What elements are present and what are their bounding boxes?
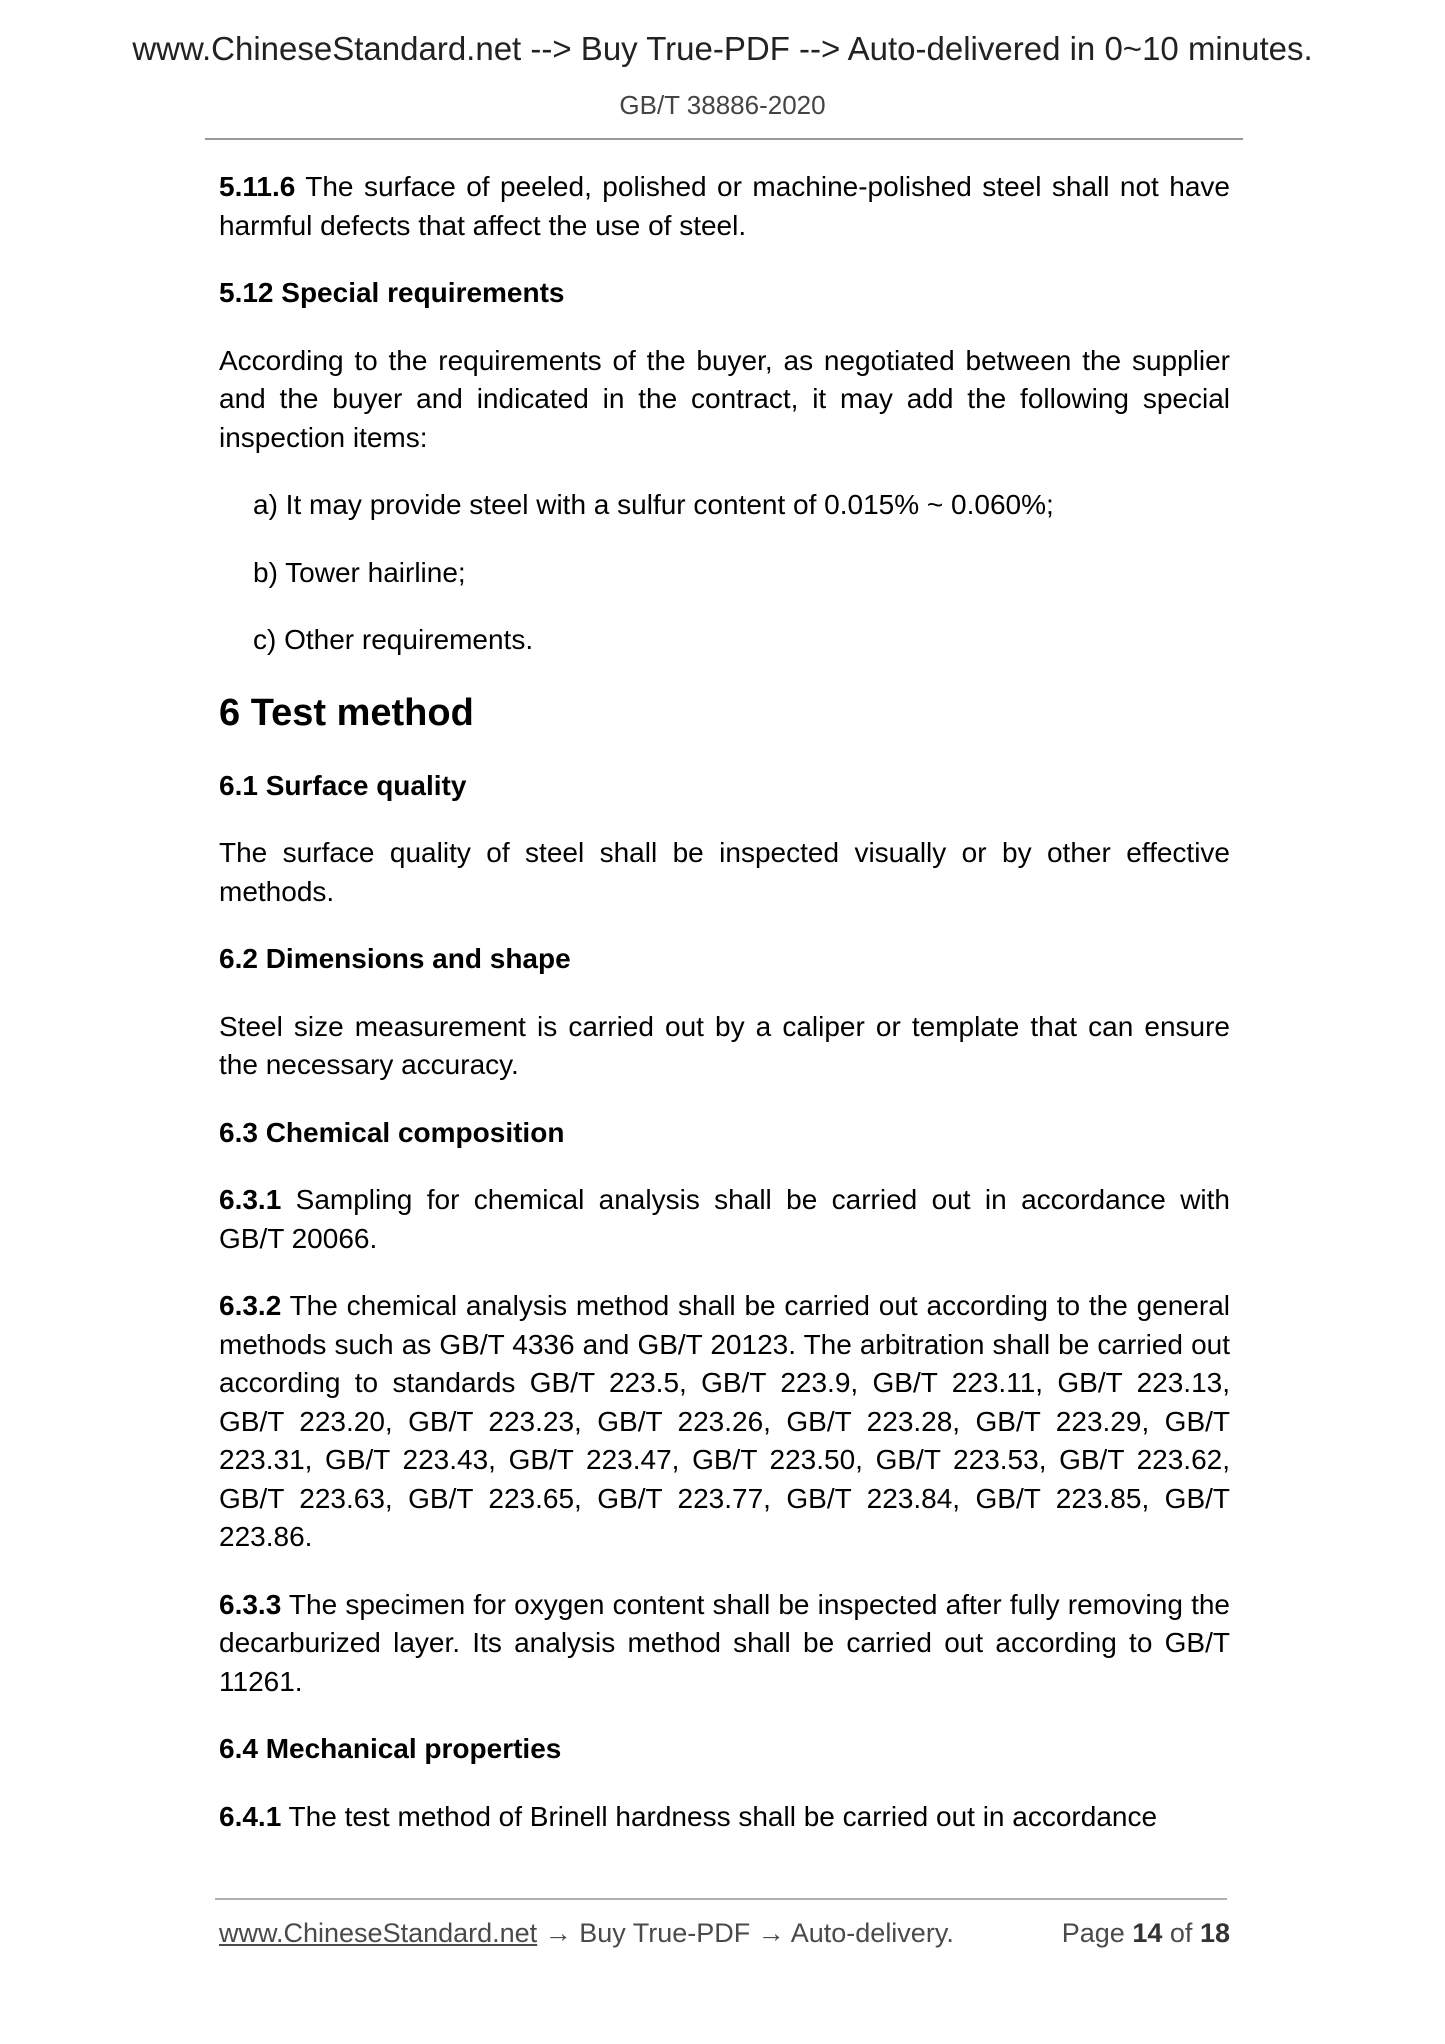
heading-5-12: 5.12 Special requirements [219, 277, 565, 308]
page-label: Page [1061, 1918, 1125, 1948]
heading-6-1: 6.1 Surface quality [219, 769, 467, 801]
paragraph-6-1: The surface quality of steel shall be inspected visually or by other effective methods. [219, 837, 1230, 907]
document-code: GB/T 38886-2020 [619, 90, 826, 120]
clause-text: Sampling for chemical analysis shall be carried out in accordance with GB/T 20066. [219, 1184, 1230, 1254]
clause-text: The surface of peeled, polished or machine-polished steel shall not have harmful defects that affect the use of steel. [219, 171, 1230, 241]
footer-divider [215, 1898, 1227, 1900]
list-item-b: b) Tower hairline; [253, 556, 466, 588]
paragraph-5-12: According to the requirements of the buyer, as negotiated between the supplier and the buyer and indicated in the contract, it may add the following special inspection items: [219, 344, 1230, 453]
page-current: 14 [1132, 1918, 1163, 1948]
clause-6-3-1 [219, 1181, 1230, 1258]
clause-text: The specimen for oxygen content shall be inspected after fully removing the decarburized layer. Its analysis method shall be carried out according to GB/T 11261. [219, 1588, 1230, 1697]
clause-text: The test method of Brinell hardness shall be carried out in accordance [281, 1800, 1158, 1832]
heading-6-4: 6.4 Mechanical properties [219, 1733, 562, 1764]
page-indicator [1062, 1918, 1230, 1949]
heading-6-3: 6.3 Chemical composition [219, 1116, 565, 1148]
clause-5-11-6 [219, 168, 1230, 245]
heading-6-2: 6.2 Dimensions and shape [219, 943, 571, 974]
footer-tagline: → Buy True-PDF → Auto-delivery. [537, 1918, 954, 1948]
clause-number: 6.3.2 [219, 1290, 282, 1321]
clause-text: The chemical analysis method shall be carried out according to the general methods such as GB/T 4336 and GB/T 20123. The arbitration shall be carried out according to standards GB/T 223.5, GB/T 223.9, GB/T 223.11, GB/T 223.13, GB/T 223.20, GB/T 223.23, GB/T 223.26, GB/T 223.28, GB/T 223.29, GB/T 223.31, GB/T 223.43, GB/T 223.47, GB/T 223.50, GB/T 223.53, GB/T 223.62, GB/T 223.63, GB/T 223.65, GB/T 223.77, GB/T 223.84, GB/T 223.85, GB/T 223.86. [219, 1290, 1230, 1552]
list-item-c: c) Other requirements. [253, 624, 534, 655]
footer-website-link[interactable]: www.ChineseStandard.net [219, 1918, 538, 1948]
clause-number: 6.3.1 [219, 1184, 282, 1215]
clause-6-3-3 [219, 1586, 1230, 1702]
page-content [219, 168, 1230, 1865]
top-banner: www.ChineseStandard.net --> Buy True-PDF --> Auto-delivered in 0~10 minutes. [132, 30, 1313, 67]
page-total: 18 [1199, 1918, 1230, 1948]
paragraph-6-2: Steel size measurement is carried out by a caliper or template that can ensure the necessary accuracy. [219, 1010, 1230, 1080]
header-divider [205, 138, 1243, 140]
clause-number: 6.3.3 [219, 1588, 282, 1620]
clause-number: 6.4.1 [219, 1800, 282, 1832]
list-item-a: a) It may provide steel with a sulfur content of 0.015% ~ 0.060%; [253, 489, 1054, 520]
section-heading-6: 6 Test method [219, 691, 474, 734]
clause-6-4-1 [219, 1798, 1230, 1837]
page-of: of [1169, 1918, 1193, 1948]
clause-number: 5.11.6 [219, 171, 296, 202]
clause-6-3-2 [219, 1287, 1230, 1557]
page-footer [219, 1918, 1230, 1949]
